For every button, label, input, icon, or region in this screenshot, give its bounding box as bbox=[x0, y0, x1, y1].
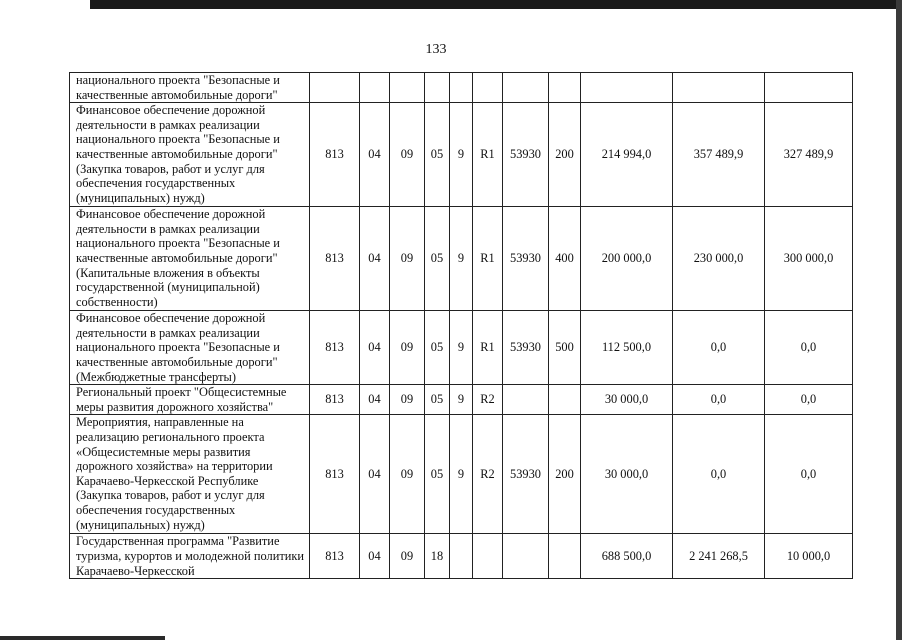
row-amount-year1: 30 000,0 bbox=[581, 385, 673, 415]
scan-right-edge bbox=[896, 0, 902, 640]
row-program: 05 bbox=[425, 103, 450, 207]
row-subsection: 09 bbox=[390, 103, 425, 207]
row-program: 05 bbox=[425, 207, 450, 311]
row-expense-type: 200 bbox=[549, 415, 581, 534]
row-section: 04 bbox=[360, 534, 390, 579]
row-amount-year3: 0,0 bbox=[765, 415, 853, 534]
row-amount-year3: 0,0 bbox=[765, 311, 853, 385]
row-expense-type bbox=[549, 385, 581, 415]
row-description: Региональный проект "Общесистемные меры развития дорожного хозяйства" bbox=[70, 385, 310, 415]
row-section: 04 bbox=[360, 103, 390, 207]
row-project-code: R1 bbox=[473, 103, 503, 207]
table-row bbox=[70, 73, 853, 103]
row-amount-year1 bbox=[581, 73, 673, 103]
table-row bbox=[70, 103, 853, 207]
row-description: Финансовое обеспечение дорожной деятельности в рамках реализации национального проекта "Безопасные и качественные автомобильные дороги" (Капитальные вложения в объекты государственной (муниципальной) собственности) bbox=[70, 207, 310, 311]
row-ministry-code: 813 bbox=[310, 311, 360, 385]
row-expense-type: 500 bbox=[549, 311, 581, 385]
row-amount-year3: 0,0 bbox=[765, 385, 853, 415]
row-direction-code bbox=[503, 534, 549, 579]
row-description: Мероприятия, направленные на реализацию регионального проекта «Общесистемные меры развития дорожного хозяйства» на территории Карачаево-Черкесской Республике (Закупка товаров, работ и услуг для обеспечения государственных (муниципальных) нужд) bbox=[70, 415, 310, 534]
row-amount-year1: 112 500,0 bbox=[581, 311, 673, 385]
row-subsection: 09 bbox=[390, 385, 425, 415]
scan-bottom-edge bbox=[0, 636, 165, 640]
row-program: 18 bbox=[425, 534, 450, 579]
row-expense-type bbox=[549, 534, 581, 579]
row-amount-year3: 10 000,0 bbox=[765, 534, 853, 579]
row-amount-year1: 30 000,0 bbox=[581, 415, 673, 534]
row-amount-year2: 0,0 bbox=[673, 311, 765, 385]
row-amount-year3: 300 000,0 bbox=[765, 207, 853, 311]
row-expense-type: 200 bbox=[549, 103, 581, 207]
row-direction-code bbox=[503, 73, 549, 103]
table-row bbox=[70, 415, 853, 534]
row-amount-year3: 327 489,9 bbox=[765, 103, 853, 207]
row-project-code bbox=[473, 534, 503, 579]
table-row bbox=[70, 207, 853, 311]
row-description: национального проекта "Безопасные и качественные автомобильные дороги" bbox=[70, 73, 310, 103]
row-project-code bbox=[473, 73, 503, 103]
row-description: Финансовое обеспечение дорожной деятельности в рамках реализации национального проекта "Безопасные и качественные автомобильные дороги" (Межбюджетные трансферты) bbox=[70, 311, 310, 385]
row-ministry-code: 813 bbox=[310, 385, 360, 415]
row-program: 05 bbox=[425, 415, 450, 534]
row-section: 04 bbox=[360, 385, 390, 415]
row-amount-year1: 688 500,0 bbox=[581, 534, 673, 579]
row-amount-year1: 200 000,0 bbox=[581, 207, 673, 311]
row-subsection bbox=[390, 73, 425, 103]
row-subprogram bbox=[450, 534, 473, 579]
table-row bbox=[70, 385, 853, 415]
row-expense-type: 400 bbox=[549, 207, 581, 311]
row-direction-code: 53930 bbox=[503, 207, 549, 311]
row-subprogram: 9 bbox=[450, 207, 473, 311]
row-amount-year2 bbox=[673, 73, 765, 103]
row-section: 04 bbox=[360, 415, 390, 534]
row-direction-code bbox=[503, 385, 549, 415]
page-number: 133 bbox=[425, 42, 447, 57]
row-ministry-code: 813 bbox=[310, 207, 360, 311]
row-program: 05 bbox=[425, 311, 450, 385]
row-program: 05 bbox=[425, 385, 450, 415]
table-row bbox=[70, 534, 853, 579]
row-direction-code: 53930 bbox=[503, 415, 549, 534]
row-program bbox=[425, 73, 450, 103]
row-subprogram: 9 bbox=[450, 103, 473, 207]
row-subsection: 09 bbox=[390, 207, 425, 311]
row-amount-year2: 357 489,9 bbox=[673, 103, 765, 207]
row-amount-year2: 0,0 bbox=[673, 385, 765, 415]
row-section bbox=[360, 73, 390, 103]
row-subsection: 09 bbox=[390, 311, 425, 385]
row-subprogram: 9 bbox=[450, 311, 473, 385]
scan-top-edge bbox=[0, 0, 902, 11]
row-ministry-code: 813 bbox=[310, 534, 360, 579]
row-section: 04 bbox=[360, 207, 390, 311]
row-subprogram: 9 bbox=[450, 385, 473, 415]
row-project-code: R2 bbox=[473, 385, 503, 415]
table-body bbox=[70, 73, 853, 579]
row-subprogram: 9 bbox=[450, 415, 473, 534]
row-description: Финансовое обеспечение дорожной деятельности в рамках реализации национального проекта "Безопасные и качественные автомобильные дороги" (Закупка товаров, работ и услуг для обеспечения государственных (муниципальных) нужд) bbox=[70, 103, 310, 207]
row-ministry-code bbox=[310, 73, 360, 103]
row-project-code: R2 bbox=[473, 415, 503, 534]
table-row bbox=[70, 311, 853, 385]
row-expense-type bbox=[549, 73, 581, 103]
row-amount-year2: 2 241 268,5 bbox=[673, 534, 765, 579]
row-subsection: 09 bbox=[390, 415, 425, 534]
row-direction-code: 53930 bbox=[503, 311, 549, 385]
row-amount-year2: 0,0 bbox=[673, 415, 765, 534]
budget-table bbox=[69, 72, 853, 579]
row-project-code: R1 bbox=[473, 311, 503, 385]
row-ministry-code: 813 bbox=[310, 415, 360, 534]
row-ministry-code: 813 bbox=[310, 103, 360, 207]
row-amount-year3 bbox=[765, 73, 853, 103]
row-subprogram bbox=[450, 73, 473, 103]
row-project-code: R1 bbox=[473, 207, 503, 311]
row-description: Государственная программа "Развитие туризма, курортов и молодежной политики Карачаево-Черкесской bbox=[70, 534, 310, 579]
row-amount-year1: 214 994,0 bbox=[581, 103, 673, 207]
row-subsection: 09 bbox=[390, 534, 425, 579]
row-amount-year2: 230 000,0 bbox=[673, 207, 765, 311]
row-direction-code: 53930 bbox=[503, 103, 549, 207]
row-section: 04 bbox=[360, 311, 390, 385]
